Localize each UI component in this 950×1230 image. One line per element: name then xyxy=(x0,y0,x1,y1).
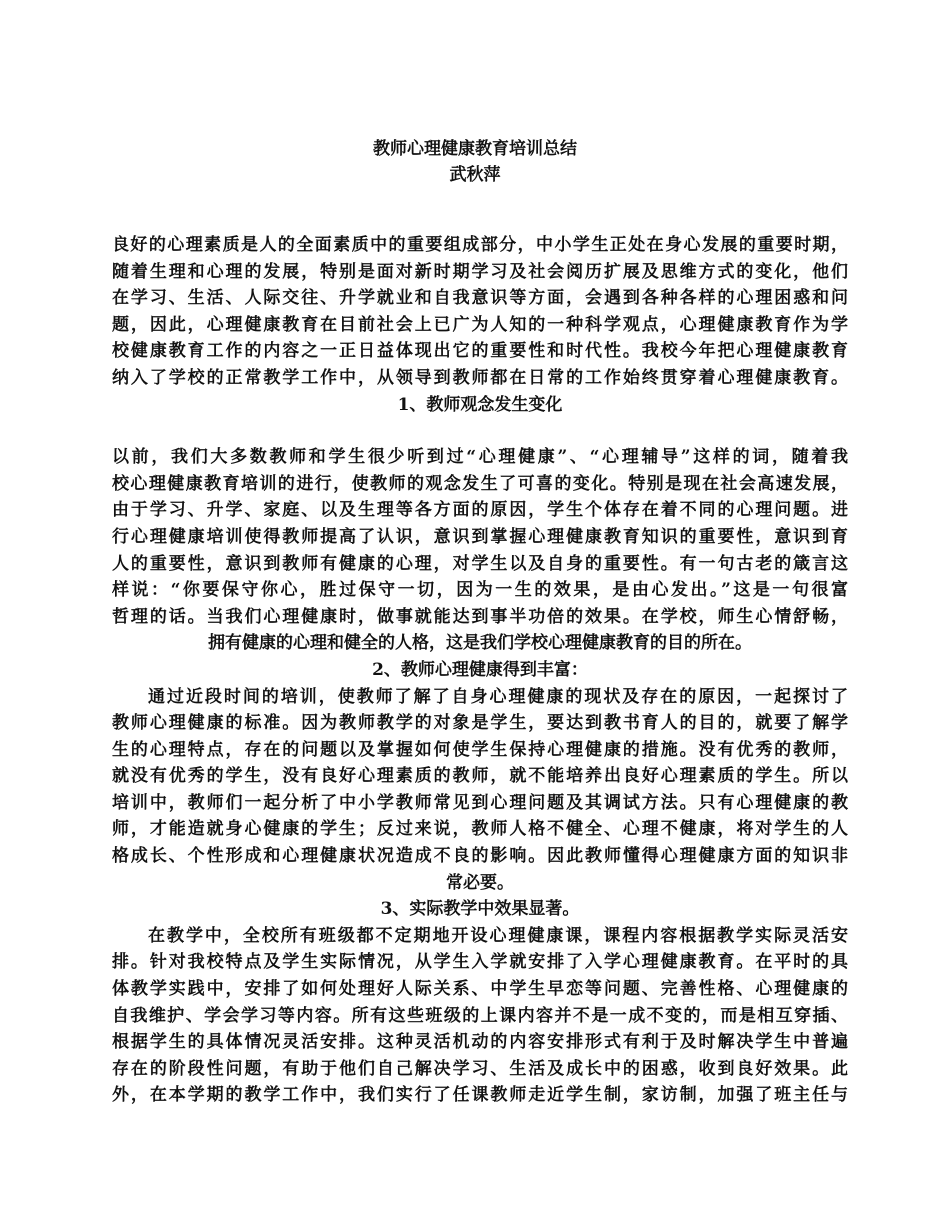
section1-paragraph xyxy=(112,444,848,657)
text-line: 排。针对我校特点及学生实际情况，从学生入学就安排了入学心理健康教育。在平时的具 xyxy=(112,952,848,973)
text-line: 根据学生的具体情况灵活安排。这种灵活机动的内容安排形式有利于及时解决学生中普遍 xyxy=(112,1032,848,1053)
text-line: 人的重要性，意识到教师有健康的心理，对学生以及自身的重要性。有一句古老的箴言这 xyxy=(112,553,848,574)
text-line: 通过近段时间的培训，使教师了解了自身心理健康的现状及存在的原因，一起探讨了 xyxy=(148,686,848,707)
section-heading: 1、教师观念发生变化 xyxy=(397,394,563,415)
text-line: 培训中，教师们一起分析了中小学教师常见到心理问题及其调试方法。只有心理健康的教 xyxy=(112,792,848,813)
text-line: 教师心理健康的标准。因为教师教学的对象是学生，要达到教书育人的目的，就要了解学 xyxy=(112,713,848,734)
text-line: 自我维护、学会学习等内容。所有这些班级的上课内容并不是一成不变的，而是相互穿插、 xyxy=(112,1005,848,1026)
text-line: 拥有健康的心理和健全的人格，这是我们学校心理健康教育的目的所在。 xyxy=(208,633,752,654)
text-line: 行心理健康培训使得教师提高了认识，意识到掌握心理健康教育知识的重要性，意识到育 xyxy=(112,526,848,547)
text-line: 外，在本学期的教学工作中，我们实行了任课教师走近学生制，家访制，加强了班主任与 xyxy=(112,1085,848,1106)
text-line: 体教学实践中，安排了如何处理好人际关系、中学生早恋等问题、完善性格、心理健康的 xyxy=(112,979,848,1000)
blank-line xyxy=(112,418,848,444)
text-line: 校心理健康教育培训的进行，使教师的观念发生了可喜的变化。特别是现在社会高速发展， xyxy=(112,473,848,494)
text-line: 格成长、个性形成和心理健康状况造成不良的影响。因此教师懂得心理健康方面的知识非 xyxy=(112,846,848,867)
text-line: 师，才能造就身心健康的学生；反过来说，教师人格不健全、心理不健康，将对学生的人 xyxy=(112,819,848,840)
text-line: 常必要。 xyxy=(446,872,514,893)
section-heading: 3、实际教学中效果显著。 xyxy=(380,899,580,920)
text-line: 生的心理特点，存在的问题以及掌握如何使学生保持心理健康的措施。没有优秀的教师， xyxy=(112,739,848,760)
intro-paragraph xyxy=(112,232,848,392)
text-line: 样说：“你要保守你心，胜过保守一切，因为一生的效果，是由心发出。”这是一句很富 xyxy=(112,580,848,601)
text-line: 存在的阶段性问题，有助于他们自己解决学习、生活及成长中的困惑，收到良好效果。此 xyxy=(112,1058,848,1079)
text-line: 随着生理和心理的发展，特别是面对新时期学习及社会阅历扩展及思维方式的变化，他们 xyxy=(112,261,848,282)
section-heading: 2、教师心理健康得到丰富： xyxy=(372,659,588,680)
section3-paragraph xyxy=(112,923,848,1109)
document-author: 武秋萍 xyxy=(449,165,501,185)
document-title: 教师心理健康教育培训总结 xyxy=(373,139,577,159)
text-line: 在教学中，全校所有班级都不定期地开设心理健康课，课程内容根据教学实际灵活安 xyxy=(148,925,848,946)
text-line: 纳入了学校的正常教学工作中，从领导到教师都在日常的工作始终贯穿着心理健康教育。 xyxy=(112,367,848,388)
text-line: 由于学习、升学、家庭、以及生理等各方面的原因，学生个体存在着不同的心理问题。进 xyxy=(112,500,848,521)
text-line: 题，因此，心理健康教育在目前社会上已广为人知的一种科学观点，心理健康教育作为学 xyxy=(112,314,848,335)
text-line: 在学习、生活、人际交往、升学就业和自我意识等方面，会遇到各种各样的心理困惑和问 xyxy=(112,288,848,309)
text-line: 良好的心理素质是人的全面素质中的重要组成部分，中小学生正处在身心发展的重要时期， xyxy=(112,235,848,255)
text-line: 哲理的话。当我们心理健康时，做事就能达到事半功倍的效果。在学校，师生心情舒畅， xyxy=(112,606,848,627)
text-line: 以前，我们大多数教师和学生很少听到过“心理健康”、“心理辅导”这样的词，随着我 xyxy=(112,447,848,468)
document-body xyxy=(112,232,848,1109)
section2-paragraph xyxy=(112,684,848,897)
text-line: 校健康教育工作的内容之一正日益体现出它的重要性和时代性。我校今年把心理健康教育 xyxy=(112,341,848,362)
text-line: 就没有优秀的学生，没有良好心理素质的教师，就不能培养出良好心理素质的学生。所以 xyxy=(112,766,848,787)
